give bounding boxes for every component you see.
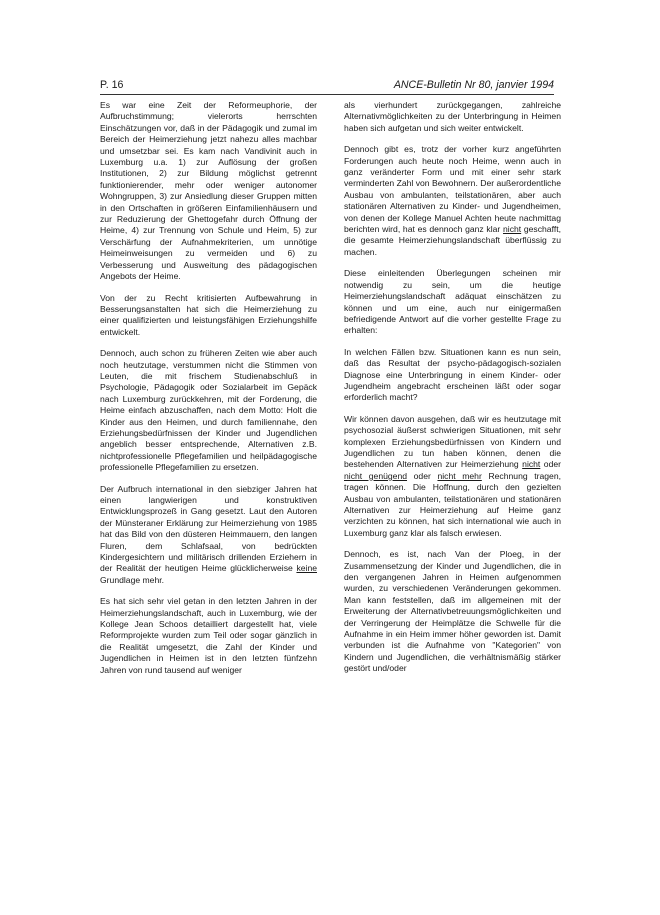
text-run: Wir können davon ausgehen, daß wir es heutzutage mit psychosozial äußerst schwierigen Situationen, mit sehr komplexen Erziehungsbedürfnissen von Kindern und Jugendlichen zu tun haben können, denen die bestehenden Alternativen zur Heimerziehung: [344, 413, 561, 470]
bulletin-title: ANCE-Bulletin Nr 80, janvier 1994: [393, 79, 554, 91]
underlined-phrase: nicht genügend: [344, 470, 408, 481]
paragraph: Dennoch, auch schon zu früheren Zeiten wie aber auch noch heutzutage, verstummen nicht die Stimmen von Leuten, die mit frischem Studienabschluß in Psychologie, Pädagogik oder Sozialarbeit im Gepäck nach Luxemburg zurückkehren, mit der Forderung, die Heime einfach abzuschaffen, nach dem Motto: Holt die Kinder aus den Heimen, und durch familiennahe, den Erziehungsbedürfnissen der Kinder und Jugendlichen angeblich besser entsprechende, Alternativen z.B. nichtprofessionelle Pflegefamilien und heilpädagogische professionelle Pflegefamilien zu ersetzen.: [100, 348, 317, 473]
paragraph: Es hat sich sehr viel getan in den letzten Jahren in der Heimerziehungslandschaft, auch in Luxemburg, wie der Kollege Jean Schoos detailliert dargestellt hat, viele Reformprojekte wurden zum Teil oder sogar gänzlich in die Realität umgesetzt, die Zahl der Kinder und Jugendlichen in Heimen ist in den letzten fünfzehn Jahren von rund tausend auf weniger: [100, 596, 317, 675]
text-run: Grundlage mehr.: [100, 574, 165, 585]
text-run: Dennoch gibt es, trotz der vorher kurz angeführten Forderungen auch heute noch Heime, wenn auch in ganz veränderter Form und mit einer sehr stark verminderten Zahl von Bewohnern. Der außerordentliche Ausbau von ambulanten, teilstationären, aber auch stationären Alternativen zu Kinder- und Jugendheimen, von denen der Kollege Manuel Achten heute nachmittag berichten wird, hat es dennoch ganz klar: [344, 144, 561, 235]
paragraph: [344, 414, 561, 539]
paragraph: [100, 484, 317, 587]
paragraph: Von der zu Recht kritisierten Aufbewahrung in Besserungsanstalten hat sich die Heimerziehung zu einer qualifizierten und leistungsfähigen Erziehungshilfe entwickelt.: [100, 292, 317, 337]
paragraph: Dennoch, es ist, nach Van der Ploeg, in der Zusammensetzung der Kinder und Jugendlichen, die in den vergangenen Jahren in Heimen aufgenommen wurden, zu verschiedenen Veränderungen gekommen. Man kann feststellen, daß im allgemeinen mit der Erweiterung der Alternativbetreuungsmöglichkeiten und der Verringerung der Heimplätze die Schwelle für die Aufnahme in ein Heim immer höher geworden ist. Damit verbunden ist die Aufnahme von "Kategorien" von Kindern und Jugendlichen, die verhältnismäßig stärker gestört und/oder: [344, 549, 561, 674]
page-number: P. 16: [100, 79, 124, 91]
text-run: oder: [540, 459, 561, 470]
underlined-word: nicht: [522, 459, 541, 470]
right-column: [344, 100, 561, 685]
underlined-word: nicht: [503, 224, 522, 235]
left-column: [100, 100, 317, 686]
paragraph: In welchen Fällen bzw. Situationen kann es nun sein, daß das Resultat der psycho-pädagogisch-sozialen Diagnose eine Unterbringung in einem Kinder- oder Jugendheim angebracht erscheinen läßt oder sogar erforderlich macht?: [344, 346, 561, 403]
paragraph: als vierhundert zurückgegangen, zahlreiche Alternativmöglichkeiten zu der Unterbringung in Heimen haben sich aufgetan und sich weiter entwickelt.: [344, 100, 561, 133]
underlined-phrase: nicht mehr: [437, 470, 482, 481]
paragraph: [344, 144, 561, 258]
text-run: Der Aufbruch international in den siebziger Jahren hat einen langwierigen und konstruktiven Entwicklungsprozeß in Gang gesetzt. Laut den Autoren der Münsteraner Erklärung zur Heimerziehung von 1985 hat das Bild von den düsteren Heimmauern, den langen Fluren, dem Schlafsaal, von bedrückten Kindergesichtern und militärisch drillenden Erziehern in der Realität der heutigen Heime glücklicherweise: [100, 483, 317, 574]
underlined-word: keine: [296, 563, 317, 574]
text-run: Rechnung tragen, tragen können. Die Hoffnung, durch den gezielten Ausbau von ambulanten, teilstationären und stationären Alternativen zur Heimerziehung auf Heime ganz verzichten zu können, hat sich international wie auch in Luxemburg ganz klar als falsch erwiesen.: [344, 470, 562, 538]
text-run: oder: [407, 470, 438, 481]
paragraph: Diese einleitenden Überlegungen scheinen mir notwendig zu sein, um die heutige Heimerziehungslandschaft adäquat einschätzen zu können und um eine, auch nur einigermaßen befriedigende Antwort auf die vorher gestellte Frage zu erhalten:: [344, 268, 561, 336]
text-run: geschafft, die gesamte Heimerziehungslandschaft überflüssig zu machen.: [344, 224, 561, 257]
page-header: [100, 78, 554, 95]
paragraph: Es war eine Zeit der Reformeuphorie, der Aufbruchstimmung; vielerorts herrschten Einschätzungen vor, daß in der Pädagogik und zumal im Bereich der Heimerziehung jetzt nahezu alles machbar und umsetzbar sei. Es kam nach Vandivinit auch in Luxemburg u.a. 1) zur Auflösung der großen Institutionen, 2) zur Bildung möglichst getrennt funktionierender, mehr oder weniger autonomer Wohngruppen, 3) zur Ansiedlung dieser Gruppen mitten in den Ortschaften in größeren Einfamilienhäusern und zur Reduzierung der Ghettogefahr durch Öffnung der Heime, 4) zur Trennung von Schule und Heim, 5) zur Verschärfung der Aufnahmekriterien, um unnötige Heimeinweisungen zu vermeiden und 6) zu Verbesserung und Ausweitung des pädagogischen Angebots der Heime.: [100, 100, 317, 282]
